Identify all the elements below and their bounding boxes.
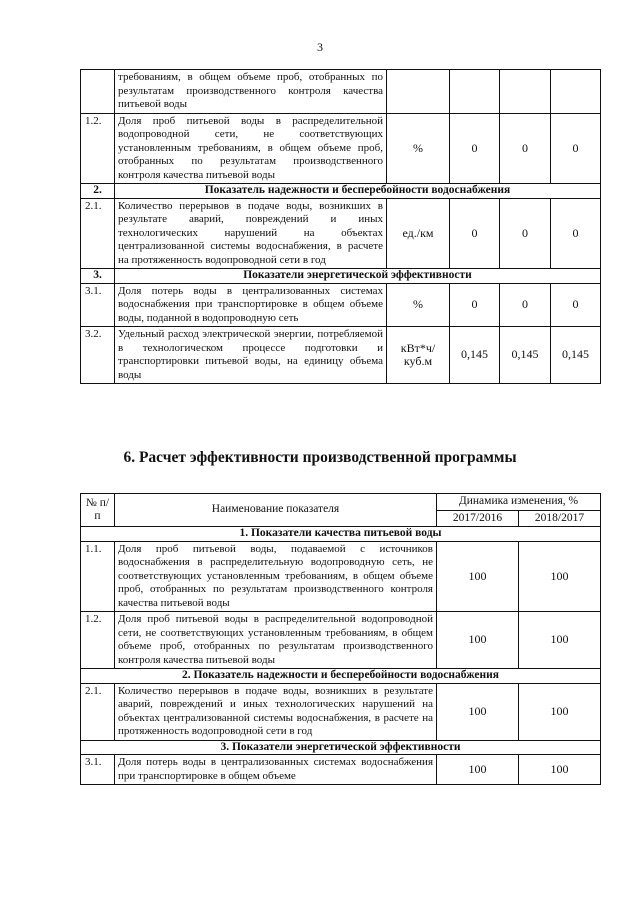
row-number: 1.2. <box>81 113 115 184</box>
row-number: 2.1. <box>81 198 115 269</box>
value-cell: 0 <box>551 198 601 269</box>
table-row <box>81 541 601 612</box>
row-number: 2.1. <box>81 683 115 740</box>
section-number: 2. <box>81 184 115 199</box>
indicator-name: требованиям, в общем объеме проб, отобранных по результатам производственного контроля качества питьевой воды <box>115 70 387 114</box>
unit-cell: % <box>387 113 450 184</box>
row-number: 3.1. <box>81 283 115 327</box>
row-number: 3.1. <box>81 755 115 785</box>
section-row <box>81 269 601 284</box>
indicator-name: Доля потерь воды в централизованных системах водоснабжения при транспортировке в общем объеме <box>115 755 437 785</box>
value-cell: 100 <box>519 683 601 740</box>
value-cell <box>500 70 551 114</box>
value-cell <box>450 70 500 114</box>
header-col-2017-2016: 2017/2016 <box>437 510 519 527</box>
header-dynamics: Динамика изменения, % <box>437 494 601 511</box>
table-row <box>81 327 601 384</box>
section-title: 3. Показатели энергетической эффективности <box>81 740 601 755</box>
value-cell <box>551 70 601 114</box>
value-cell: 0 <box>450 113 500 184</box>
value-cell: 0 <box>551 113 601 184</box>
section-row <box>81 669 601 684</box>
value-cell: 0 <box>551 283 601 327</box>
row-number <box>81 70 115 114</box>
value-cell: 0 <box>500 113 551 184</box>
header-num: № п/п <box>81 494 115 527</box>
indicator-name: Доля проб питьевой воды в распределительной водопроводной сети, не соответствующих установленным требованиям, в общем объеме проб, отобранных по результатам производственного контроля качества питьевой воды <box>115 113 387 184</box>
efficiency-table <box>80 493 601 785</box>
value-cell: 100 <box>437 541 519 612</box>
section-title: 1. Показатели качества питьевой воды <box>81 527 601 542</box>
page-number: 3 <box>317 40 323 54</box>
indicator-name: Доля проб питьевой воды в распределительной водопроводной сети, не соответствующих установленным требованиям, в общем объеме проб, отобранных по результатам производственного контроля качества питьевой воды <box>115 612 437 669</box>
indicator-name: Удельный расход электрической энергии, потребляемой в технологическом процессе подготовки и транспортировки питьевой воды, на единицу объема воды <box>115 327 387 384</box>
value-cell: 0 <box>450 283 500 327</box>
table-row <box>81 198 601 269</box>
section-title: 2. Показатель надежности и бесперебойности водоснабжения <box>81 669 601 684</box>
indicator-name: Количество перерывов в подаче воды, возникших в результате аварий, повреждений и иных технологических нарушений на объектах централизованной системы водоснабжения, в расчете на протяженность водопроводной сети в год <box>115 198 387 269</box>
row-number: 1.1. <box>81 541 115 612</box>
section-title: Показатель надежности и бесперебойности водоснабжения <box>115 184 601 199</box>
value-cell: 100 <box>437 755 519 785</box>
section-row <box>81 184 601 199</box>
value-cell: 100 <box>437 683 519 740</box>
value-cell: 0,145 <box>500 327 551 384</box>
value-cell: 0 <box>500 198 551 269</box>
value-cell: 0 <box>500 283 551 327</box>
header-col-2018-2017: 2018/2017 <box>519 510 601 527</box>
indicator-name: Количество перерывов в подаче воды, возникших в результате аварий, повреждений и иных технологических нарушений на объектах централизованной системы водоснабжения, в расчете на протяженность водопроводной сети в год <box>115 683 437 740</box>
section-row <box>81 527 601 542</box>
table-row <box>81 70 601 114</box>
unit-cell: кВт*ч/ куб.м <box>387 327 450 384</box>
table-row <box>81 283 601 327</box>
unit-cell: ед./км <box>387 198 450 269</box>
table-row <box>81 113 601 184</box>
indicators-table-continued <box>80 69 601 384</box>
table-row <box>81 612 601 669</box>
table-row <box>81 755 601 785</box>
indicator-name: Доля проб питьевой воды, подаваемой с источников водоснабжения в распределительную водопроводную сеть, не соответствующих установленным требованиям, в общем объеме проб, отобранных по результатам производственного контроля качества питьевой воды <box>115 541 437 612</box>
row-number: 1.2. <box>81 612 115 669</box>
row-number: 3.2. <box>81 327 115 384</box>
value-cell: 100 <box>519 541 601 612</box>
value-cell: 100 <box>519 612 601 669</box>
value-cell: 0,145 <box>450 327 500 384</box>
table-row <box>81 683 601 740</box>
section-title: Показатели энергетической эффективности <box>115 269 601 284</box>
section-number: 3. <box>81 269 115 284</box>
value-cell: 0,145 <box>551 327 601 384</box>
value-cell: 100 <box>437 612 519 669</box>
unit-cell <box>387 70 450 114</box>
section-title: 6. Расчет эффективности производственной программы <box>123 449 517 466</box>
unit-cell: % <box>387 283 450 327</box>
value-cell: 0 <box>450 198 500 269</box>
header-name: Наименование показателя <box>115 494 437 527</box>
indicator-name: Доля потерь воды в централизованных системах водоснабжения при транспортировке в общем объеме воды, поданной в водопроводную сеть <box>115 283 387 327</box>
value-cell: 100 <box>519 755 601 785</box>
section-row <box>81 740 601 755</box>
